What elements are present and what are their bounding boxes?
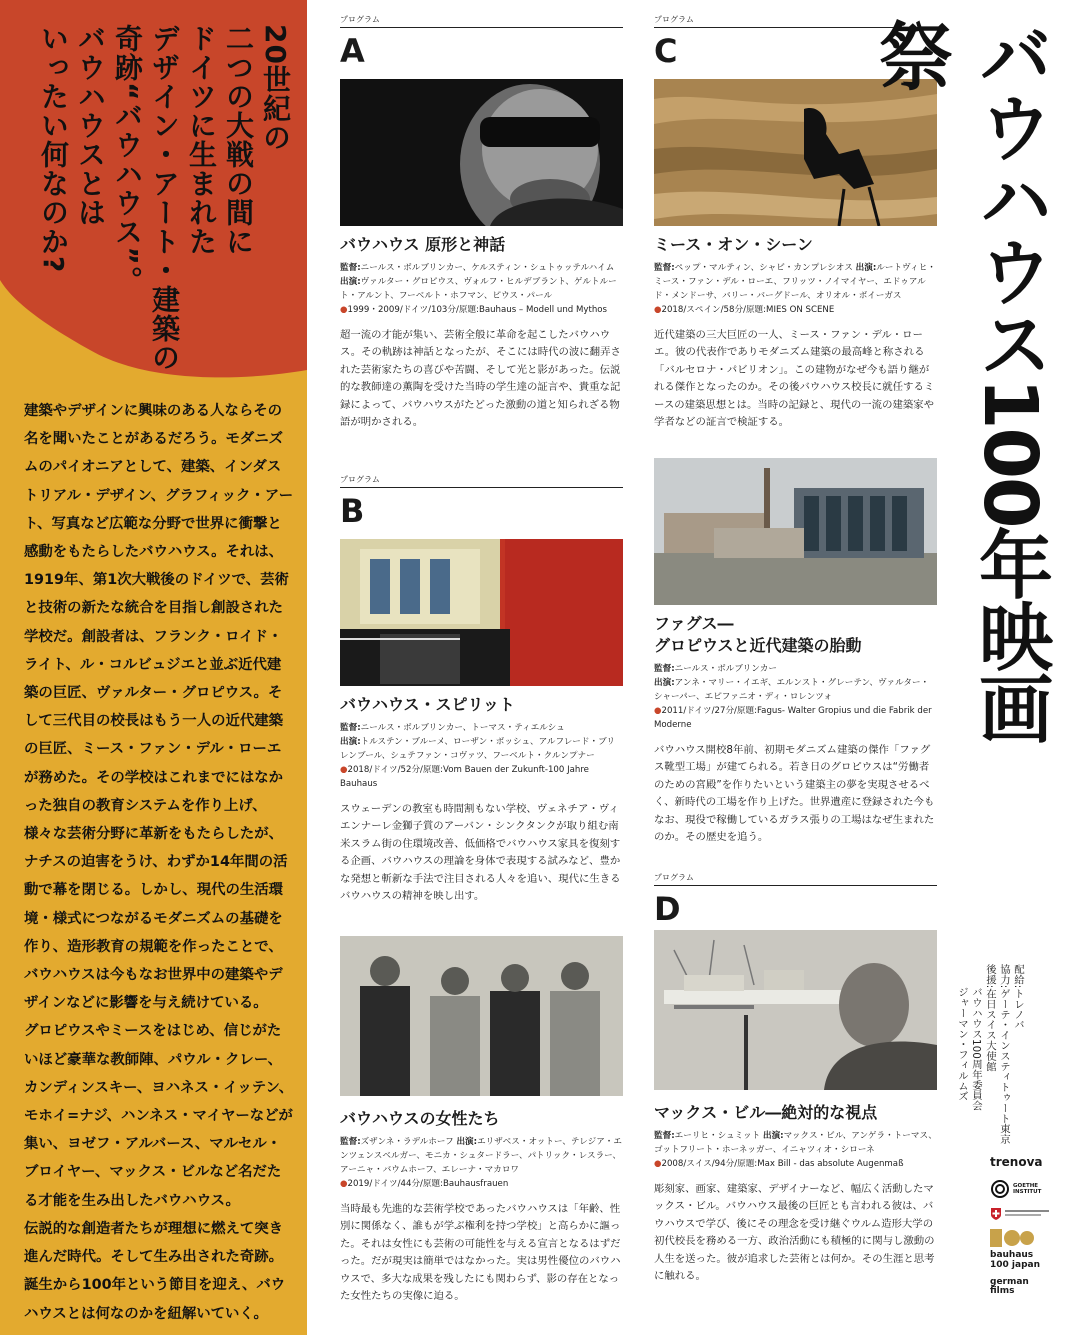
bauhaus100-logo-text: 100 japan (990, 1260, 1041, 1270)
program-b (340, 474, 623, 905)
sponsor-line: 後援:在日スイス大使館 (984, 964, 996, 1072)
goethe-logo (990, 1179, 1060, 1199)
goethe-icon (990, 1179, 1010, 1199)
program-d (654, 872, 937, 1285)
program-label: プログラム (340, 14, 623, 28)
credit-key: 出演: (762, 1131, 784, 1141)
credit-key: 監督: (654, 263, 675, 273)
film-credits (340, 721, 623, 791)
film-title: マックス・ビル―絶対的な視点 (654, 1103, 878, 1122)
film-info: 1999・2009/ドイツ/103分/原題:Bauhaus – Modell und Mythos (347, 305, 608, 315)
credit-director: ズザンネ・ラデルホーフ (360, 1137, 454, 1147)
credit-key: 監督: (340, 1137, 361, 1147)
bullet-icon: ● (654, 706, 662, 716)
swiss-shield-icon (990, 1207, 1002, 1221)
credit-key: 監督: (340, 723, 361, 733)
bullet-icon: ● (654, 1159, 662, 1169)
film-info: 2018/ドイツ/52分/原題:Vom Bauen der Zukunft-100 Jahre Bauhaus (340, 765, 589, 789)
film-title: ミース・オン・シーン (654, 235, 813, 254)
program-women (340, 936, 623, 1305)
credit-key: 出演: (340, 277, 361, 287)
fagus-factory-photo (654, 458, 937, 605)
film-description: 超一流の才能が集い、芸術全般に革命を起こしたバウハウス。その軌跡は神話となったが、そこには時代の波に翻弄された芸術家たちの喜びや苦闘、そして光と影があった。伝説的な教師達の薫陶を受けた当時の学生達の証言や、貴重な記録によって、バウハウスがたどった激動の道と知られざる物語が明かされる。 (340, 329, 621, 429)
sponsor-logos (990, 1155, 1060, 1296)
credit-key: 監督: (340, 263, 361, 273)
sponsor-line: バウハウス100周年委員会 (970, 986, 982, 1111)
swiss-embassy-wordmark (1005, 1209, 1053, 1219)
film-description: バウハウス開校8年前、初期モダニズム建築の傑作「ファグス靴型工場」が建てられる。若き日のグロピウスは“労働者のための宮殿”を作りたいという建築主の夢を実現させるべく、新時代の工場を作り上げた。世界遺産に登録された今もなお、現役で稼働しているガラス張りの工場はなぜ生まれたのか。その歴史を追う。 (654, 744, 935, 844)
program-letter: A (340, 32, 365, 70)
film-description: スウェーデンの教室も時間割もない学校、ヴェネチア・ヴィエンナーレ金獅子賞のアーバン・シンクタンクが取り組む南米スラム街の住環境改善、低価格でバウハウス家具を復刻する企画、バウハウスの理論を身体で表現する試みなど、豊かな発想と斬新な手法で注目される人々を追い、現代に生きるバウハウスの精神を映し出す。 (340, 803, 621, 903)
film-title: バウハウスの女性たち (340, 1109, 500, 1128)
headline-line: ドイツに生まれた (185, 24, 218, 256)
gropius-portrait-photo (340, 79, 623, 226)
film-info: 2019/ドイツ/44分/原題:Bauhausfrauen (347, 1179, 509, 1189)
intro-paragraph: 建築やデザインに興味のある人ならその名を聞いたことがあるだろう。モダニズムのパイオニアとして、建築、インダストリアル・デザイン、グラフィック・アート、写真など広範な分野で世界に衝撃と感動をもたらしたバウハウス。それは、1919年、第1次大戦後のドイツで、芸術と技術の新たな統合を目指し創設された学校だ。創設者は、フランク・ロイド・ライト、ル・コルビュジエと並ぶ近代建築の巨匠、ヴァルター・グロピウス。そして三代目の校長はもう一人の近代建築の巨匠、ミース・ファン・デル・ローエが務めた。その学校はこれまでにはなかった独自の教育システムを作り上げ、様々な芸術分野に革新をもたらしたが、ナチスの迫害をうけ、わずか14年間の活動で幕を閉じる。しかし、現代の生活環境・様式につながるモダニズムの基礎を作り、造形教育の規範を作ったことで、バウハウスは今もなお世界中の建築やデザインなどに影響を与え続けている。 (24, 403, 294, 1012)
program-label: プログラム (654, 14, 937, 28)
program-letter: D (654, 890, 681, 928)
film-title: バウハウス 原形と神話 (340, 235, 506, 254)
film-title: バウハウス・スピリット (340, 695, 515, 714)
program-label: プログラム (340, 474, 623, 488)
program-letter: B (340, 492, 365, 530)
film-title (654, 613, 937, 657)
credit-cast: トルステン・ブルーメ、ローザン・ボッシュ、アルフレード・ブリレンブール、シュテファン・コヴァツ、フーベルト・クルンプナー (340, 737, 615, 761)
program-label: プログラム (654, 872, 937, 886)
headline (24, 24, 294, 384)
film-credits (340, 1135, 623, 1191)
sponsor-credits (955, 964, 1025, 1145)
german-films-logo-text: german (990, 1277, 1029, 1287)
bullet-icon: ● (340, 305, 348, 315)
credit-director: ニールス・ボルブリンカー、トーマス・ティエルシュ (360, 723, 565, 733)
intro-paragraph: 伝説的な創造者たちが理想に燃えて突き進んだ時代。そして生み出された奇跡。誕生から100年という節目を迎え、バウハウスとは何なのかを紐解いていく。 (24, 1220, 286, 1322)
headline-line: 20世紀の (259, 24, 292, 152)
bullet-icon: ● (340, 1179, 348, 1189)
bauhaus100-mark-icon (990, 1229, 1034, 1247)
sponsor-line: 協力:ゲーテ・インスティトゥート東京 (998, 964, 1010, 1145)
german-films-logo-text: films (990, 1286, 1015, 1296)
film-credits (340, 261, 623, 317)
swiss-embassy-logo (990, 1207, 1060, 1221)
credit-key: 出演: (654, 678, 675, 688)
headline-line: デザイン・アート・建築の (148, 24, 181, 372)
festival-title: バウハウス100年映画祭 (867, 18, 1053, 743)
sponsor-line: 配給:トレノバ (1012, 964, 1024, 1030)
credit-cast: マックス・ビル、アンゲラ・トーマス、ゴットフリート・ホーネッガー、イニャツィオ・シローネ (654, 1131, 937, 1155)
credit-director: エーリヒ・シュミット (674, 1131, 761, 1141)
film-credits (654, 662, 937, 732)
film-credits (654, 1129, 937, 1171)
credit-director: ニールス・ボルブリンカー (674, 664, 777, 674)
film-info: 2018/スペイン/58分/原題:MIES ON SCENE (661, 305, 835, 315)
credit-key: 監督: (654, 1131, 675, 1141)
film-credits (654, 261, 937, 317)
credit-key: 出演: (855, 263, 877, 273)
credit-cast: アンネ・マリー・イエギ、エルンスト・グレーテン、ヴァルター・シャーパー、エピファニオ・ディ・ロレンツォ (654, 678, 930, 702)
credit-director: ニールス・ボルブリンカー、ケルスティン・シュトゥッテルハイム (360, 263, 615, 273)
film-title-line: グロピウスと近代建築の胎動 (654, 636, 862, 655)
film-description: 当時最も先進的な芸術学校であったバウハウスは「年齢、性別に関係なく、誰もが学ぶ権利を持つ学校」と高らかに謳った。それは女性にも芸術の可能性を与える宣言となるはずだった。だが現実は簡単ではなかった。実は男性優位のバウハウスで、多大な成果を残したにも関わらず、影の存在となった女性たちの実像に迫る。 (340, 1203, 621, 1303)
headline-line: バウハウスとは (74, 24, 107, 227)
credit-cast: ヴァルター・グロピウス、ヴォルフ・ヒルデブラント、ゲルトルート・アルント、フーベルト・ホフマン、ピウス・パール (340, 277, 617, 301)
bauhaus-women-photo (340, 936, 623, 1096)
film-description: 近代建築の三大巨匠の一人、ミース・ファン・デル・ローエ。彼の代表作でありモダニズム建築の最高峰と称される「バルセロナ・パビリオン」。この建物がなぜ今も語り継がれる傑作となったのか。その後バウハウス校長に就任するミースの建築思想とは。当時の記録と、現代の一流の建築家や学者などの証言で検証する。 (654, 329, 935, 429)
goethe-logo-text: GOETHE (1013, 1183, 1039, 1189)
bauhaus100-logo (990, 1229, 1060, 1270)
max-bill-model-photo (654, 930, 937, 1090)
bullet-icon: ● (340, 765, 348, 775)
program-fagus (654, 458, 937, 846)
film-description: 彫刻家、画家、建築家、デザイナーなど、幅広く活動したマックス・ビル。バウハウス最後の巨匠とも言われる彼は、バウハウスで学び、後にその理念を受け継ぐウルム造形大学の初代校長を務める一方、政治活動にも積極的に関与し激動の人生を送った。彼が追求した芸術とは何か。その生涯と思考に触れる。 (654, 1183, 935, 1283)
sponsor-line: ジャーマン・フィルムズ (956, 986, 968, 1102)
credit-director: ペップ・マルティン、シャビ・カンプレシオス (674, 263, 853, 273)
intro-text (24, 397, 294, 1328)
credit-cast: ルートヴィヒ・ミース・ファン・デル・ローエ、フリッツ・ノイマイヤー、エドゥアルド・メンドーサ、バリー・バーグドール、オリオル・ボイーガス (654, 263, 936, 301)
credit-key: 監督: (654, 664, 675, 674)
bauhaus-building-photo (340, 539, 623, 686)
german-films-logo (990, 1278, 1060, 1296)
intro-paragraph: グロピウスやミースをはじめ、信じがたいほど豪華な教師陣、パウル・クレー、カンディンスキー、ヨハネス・イッテン、モホイ=ナジ、ハンネス・マイヤーなどが集い、ヨゼフ・アルバース、マルセル・ブロイヤー、マックス・ビルなど名だたる才能を生み出したバウハウス。 (24, 1023, 294, 1209)
goethe-logo-text: INSTITUT (1013, 1189, 1042, 1195)
film-info: 2008/スイス/94分/原題:Max Bill - das absolute Augenmaß (661, 1159, 904, 1169)
left-panel (0, 0, 307, 1335)
program-letter: C (654, 32, 678, 70)
credit-key: 出演: (456, 1137, 478, 1147)
headline-line: いったい何なのか? (37, 24, 70, 274)
film-info: 2011/ドイツ/27分/原題:Fagus- Walter Gropius und die Fabrik der Moderne (654, 706, 932, 730)
film-title-line: ファグス― (654, 614, 734, 633)
credit-cast: エリザベス・オットー、テレジア・エンツェンスベルガー、モニカ・シュタードラー、パトリック・レスラー、アーニャ・バウムホーフ、エレーナ・マカロワ (340, 1137, 622, 1175)
program-a (340, 14, 623, 431)
mies-marble-photo (654, 79, 937, 226)
headline-line: 二つの大戦の間に (222, 24, 255, 256)
credit-key: 出演: (340, 737, 361, 747)
headline-line: 奇跡“バウハウス”。 (111, 24, 144, 295)
trenova-logo: trenova (990, 1155, 1043, 1169)
bullet-icon: ● (654, 305, 662, 315)
bauhaus100-logo-text: bauhaus (990, 1250, 1034, 1260)
